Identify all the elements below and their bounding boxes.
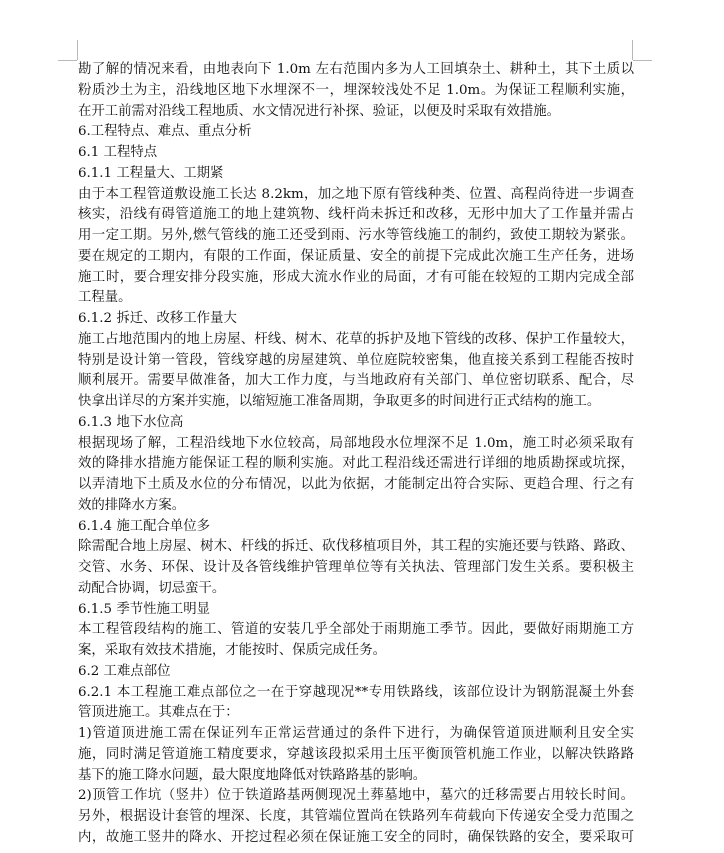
text-line: 6.1.4 施工配合单位多 (78, 518, 211, 534)
text-line: 工程量。 (78, 290, 132, 306)
text-line: 管顶进施工。其难点在于： (78, 705, 239, 721)
text-line: 施工时，要合理安排分段实施，形成大流水作业的局面，才有可能在较短的工期内完成全部 (78, 269, 634, 285)
text-line: 粉质沙土为主，沿线地区地下水埋深不一，埋深较浅处不足 1.0m。为保证工程顺利实施， (78, 82, 634, 98)
text-line: 另外，根据设计套管的埋深、长度，其管端位置尚在铁路列车荷载向下传递安全受力范围之 (78, 809, 634, 824)
text-line: 6.2.1 本工程施工难点部位之一在于穿越现况**专用铁路线，该部位设计为钢筋混凝土外套 (78, 684, 634, 700)
text-line: 除需配合地上房屋、树木、杆线的拆迁、砍伐移植项目外，其工程的实施还要与铁路、路政、 (78, 539, 634, 555)
text-line: 施，同时满足管道施工精度要求，穿越该段拟采用土压平衡顶管机施工作业，以解决铁路路 (78, 746, 634, 762)
crop-mark-top-left-vertical (77, 40, 78, 60)
text-line: 交管、水务、环保、设计及各管线维护管理单位等有关执法、管理部门发生关系。要积极主 (78, 560, 634, 575)
text-line: 效的排降水方案。 (78, 497, 186, 513)
text-line: 特别是设计第一管段，管线穿越的房屋建筑、单位庭院较密集，他直接关系到工程能否按时 (78, 352, 634, 368)
text-line: 本工程管段结构的施工、管道的安装几乎全部处于雨期施工季节。因此，要做好雨期施工方 (78, 622, 634, 638)
text-line: 1)管道顶进施工需在保证列车正常运营通过的条件下进行，为确保管道顶进顺利且安全实 (78, 726, 634, 741)
text-line: 顺利展开。需要早做准备，加大工作力度，与当地政府有关部门、单位密切联系、配合，尽 (78, 373, 634, 389)
text-line: 内，故施工竖井的降水、开挖过程必须在保证施工安全的同时，确保铁路的安全，要采取可 (78, 829, 634, 845)
text-line: 快拿出详尽的方案并实施，以缩短施工准备周期，争取更多的时间进行正式结构的施工。 (78, 394, 601, 409)
text-line: 根据现场了解，工程沿线地下水位较高，局部地段水位埋深不足 1.0m，施工时必须采取有 (78, 435, 634, 451)
text-line: 由于本工程管道敷设施工长达 8.2km，加之地下原有管线种类、位置、高程尚待进一步调查 (78, 186, 634, 202)
text-line: 以弄清地下土质及水位的分布情况，以此为依据，才能制定出符合实际、更趋合理、行之有 (78, 477, 634, 492)
text-line: 6.1.3 地下水位高 (78, 414, 184, 430)
text-line: 6.工程特点、难点、重点分析 (78, 124, 252, 140)
text-line: 核实，沿线有碍管道施工的地上建筑物、线杆尚未拆迁和改移，无形中加大了工作量并需占 (78, 207, 634, 223)
document-body (78, 60, 634, 849)
text-line: 6.1.5 季节性施工明显 (78, 601, 211, 617)
text-line: 基下的施工降水问题，最大限度地降低对铁路路基的影响。 (78, 767, 427, 783)
text-line: 动配合协调，切忌蛮干。 (78, 580, 226, 596)
text-line: 6.2 工难点部位 (78, 663, 171, 679)
text-line: 效的降排水措施方能保证工程的顺利实施。对此工程沿线还需进行详细的地质勘探或坑探， (78, 456, 634, 472)
crop-mark-top-right-horizontal (633, 60, 652, 61)
text-line: 要在规定的工期内，有限的工作面，保证质量、安全的前提下完成此次施工生产任务，进场 (78, 248, 634, 264)
text-line: 6.1 工程特点 (78, 145, 158, 160)
text-line: 用一定工期。另外,燃气管线的施工还受到雨、污水等管线施工的制约，致使工期较为紧张。 (78, 228, 634, 243)
text-line: 施工占地范围内的地上房屋、杆线、树木、花草的拆护及地下管线的改移、保护工作量较大， (78, 331, 634, 347)
text-line: 6.1.2 拆迁、改移工作量大 (78, 311, 237, 326)
crop-mark-top-right-vertical (632, 40, 633, 60)
text-line: 勘了解的情况来看，由地表向下 1.0m 左右范围内多为人工回填杂土、耕种土，其下土质以 (78, 62, 634, 77)
text-line: 6.1.1 工程量大、工期紧 (78, 165, 224, 181)
text-line: 案，采取有效技术措施，才能按时、保质完成任务。 (78, 643, 386, 658)
text-line: 2)顶管工作坑（竖井）位于铁道路基两侧现况土葬墓地中，墓穴的迁移需要占用较长时间。 (78, 788, 634, 804)
crop-mark-top-left-horizontal (58, 60, 77, 61)
text-line: 在开工前需对沿线工程地质、水文情况进行补探、验证，以便及时采取有效措施。 (78, 103, 561, 119)
